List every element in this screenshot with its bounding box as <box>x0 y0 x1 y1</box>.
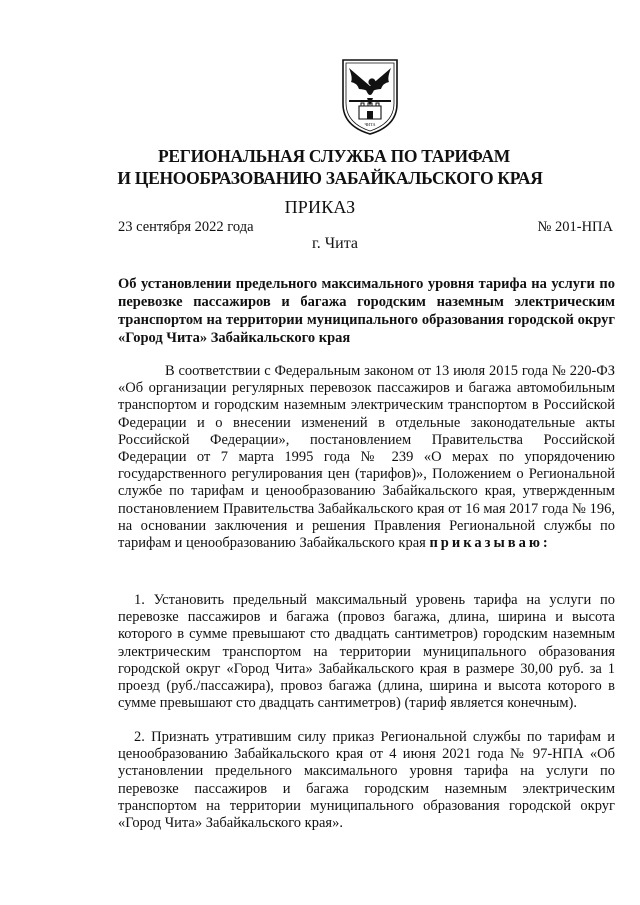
org-name-line1: РЕГИОНАЛЬНАЯ СЛУЖБА ПО ТАРИФАМ <box>157 146 510 166</box>
order-word: приказываю: <box>429 535 551 552</box>
emblem-lettering: ЧИТА <box>364 122 376 127</box>
order-item-2: 2. Признать утратившим силу приказ Региональной службы по тарифам и ценообразованию Забайкальского края от 4 июня 2021 года № 97-НПА «Об установлении предельного максимального уровня тарифа на услуги по перевозке пассажиров и багажа городским наземным электрическим транспортом на территории муниципального образования городской округ «Город Чита» Забайкальского края». <box>118 729 615 832</box>
coat-of-arms-emblem <box>339 56 401 136</box>
document-type-title: ПРИКАЗ <box>284 197 356 217</box>
document-subject: Об установлении предельного максимального уровня тарифа на услуги по перевозке пассажиров и багажа городским наземным электрическим транспортом на территории муниципального образования городской округ «Город Чита» Забайкальского края <box>118 276 615 346</box>
document-date: 23 сентября 2022 года <box>118 219 254 235</box>
preamble-text: В соответствии с Федеральным законом от 13 июля 2015 года № 220-ФЗ «Об организации регулярных перевозок пассажиров и багажа автомобильным транспортом и городским наземным электрическим транспортом в Российской Федерации и о внесении изменений в отдельные законодательные акты Российской Федерации», постановлением Правительства Российской Федерации от 7 марта 1995 года № 239 «О мерах по упорядочению государственного регулирования цен (тарифов)», Положением о Региональной службе по тарифам и ценообразованию Забайкальского края, утвержденным постановлением Правительства Забайкальского края от 16 мая 2017 года № 196, на основании заключения и решения Правления Региональной службы по тарифам и ценообразованию Забайкальского края <box>118 363 615 552</box>
order-item-1: 1. Установить предельный максимальный уровень тарифа на услуги по перевозке пассажиров и багажа (провоз багажа, длина, ширина и высота которого в сумме превышают сто двадцать сантиметров) городским наземным электрическим транспортом на территории муниципального образования городской округ «Город Чита» Забайкальского края в размере 30,00 руб. за 1 проезд (руб./пассажира), провоз багажа (длина, ширина и высота которого в сумме превышают сто двадцать сантиметров) (тариф является конечным). <box>118 592 615 712</box>
document-number: № 201-НПА <box>537 219 613 235</box>
document-city: г. Чита <box>311 235 358 252</box>
org-name-line2: И ЦЕНООБРАЗОВАНИЮ ЗАБАЙКАЛЬСКОГО КРАЯ <box>117 168 543 188</box>
preamble-paragraph <box>118 363 615 552</box>
